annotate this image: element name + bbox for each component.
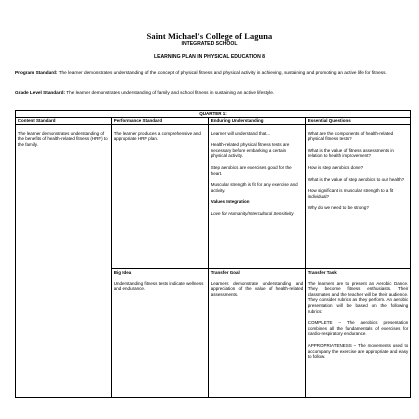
- content-standard-text: The learner demonstrates understanding of the benefits of health-related fitness (HRF) to the family.: [17, 130, 108, 147]
- standards-row: [16, 124, 411, 269]
- grade-level-standard-text: The learner demonstrates understanding of family and school fitness in sustaining an active lifestyle.: [66, 90, 275, 95]
- enduring-item: Step aerobics are exercises good for the heart.: [210, 164, 292, 176]
- transfer-task-paragraph: APPROPRIATENESS – The movements used to accompany the exercise are appropriate and easy to follow.: [307, 343, 409, 360]
- performance-standard-text: The learner produces a comprehensive and appropriate HRF plan.: [113, 130, 201, 142]
- enduring-item: Health-related physical fitness tests are necessary before embarking a certain physical activity.: [210, 142, 290, 159]
- values-integration-label: Values Integration: [210, 199, 250, 205]
- content-standard-header: Content Standard: [16, 117, 112, 124]
- essential-question: What are the components of health-related physical fitness tests?: [307, 130, 394, 142]
- transfer-goal-text: Learners demonstrate understanding and appreciation of the value of health-related assessments.: [210, 280, 304, 297]
- performance-standard-header: Performance Standard: [112, 117, 209, 124]
- transfer-task-paragraph: The learners are to present an Aerobic Dance. They become fitness enthusiasts. Their classmates and the teacher will be their audience. They consider rubrics as they perform. An aerobic presentation will be based on the following rubrics:: [307, 280, 409, 314]
- transfer-goal-cell: [209, 269, 306, 398]
- essential-question: How significant is muscular strength to a fit individual?: [307, 188, 394, 199]
- big-idea-cell: [112, 269, 209, 398]
- enduring-understanding-header: Enduring Understanding: [209, 117, 306, 124]
- header-row: [16, 117, 411, 124]
- performance-standard-cell: [112, 124, 209, 269]
- program-standard-text: The learner demonstrates understanding of the concept of physical fitness and physical activity in achieving, sustaining and promoting an active life for fitness.: [58, 70, 387, 75]
- transfer-goal-label: Transfer Goal: [210, 269, 240, 275]
- essential-questions-cell: [306, 124, 411, 269]
- program-standard-label: Program Standard:: [15, 70, 58, 75]
- document-header: [0, 32, 419, 61]
- school-name: Saint Michael's College of Laguna: [146, 32, 273, 41]
- grade-level-standard: [15, 90, 410, 96]
- big-idea-label: Big Idea: [113, 269, 132, 275]
- quarter-row: [16, 111, 411, 118]
- essential-question: How is step aerobics done?: [307, 164, 364, 170]
- essential-question: What is the value of step aerobics to our health?: [307, 176, 405, 182]
- essential-questions-header: Essential Questions: [306, 117, 411, 124]
- quarter-label: QUARTER 1:: [16, 111, 411, 118]
- essential-question: Why do we need to be strong?: [307, 205, 369, 211]
- enduring-intro: Learner will understand that...: [210, 130, 271, 136]
- content-standard-cell: [16, 124, 112, 397]
- grade-level-standard-label: Grade Level Standard:: [15, 90, 66, 95]
- enduring-understanding-cell: [209, 124, 306, 269]
- essential-question: What is the value of fitness assessments in relation to health improvement?: [307, 147, 394, 159]
- learning-plan-title: LEARNING PLAN IN PHYSICAL EDUCATION 8: [153, 54, 266, 60]
- program-standard: [15, 70, 410, 76]
- transfer-task-paragraph: COMPLETE – The aerobics presentation combines all the fundamentals of exercises for cardio-respiratory endurance.: [307, 320, 409, 337]
- learning-plan-table: [15, 110, 411, 398]
- values-integration-text: Love for Humanity/Intercultural Sensitivity: [210, 210, 294, 216]
- transfer-task-label: Transfer Task: [307, 269, 337, 275]
- school-division: INTEGRATED SCHOOL: [181, 41, 238, 47]
- big-idea-text: Understanding fitness tests indicate wellness and endurance.: [113, 280, 204, 292]
- transfer-task-cell: [306, 269, 411, 398]
- enduring-item: Muscular strength is fit for any exercise and activity.: [210, 182, 298, 193]
